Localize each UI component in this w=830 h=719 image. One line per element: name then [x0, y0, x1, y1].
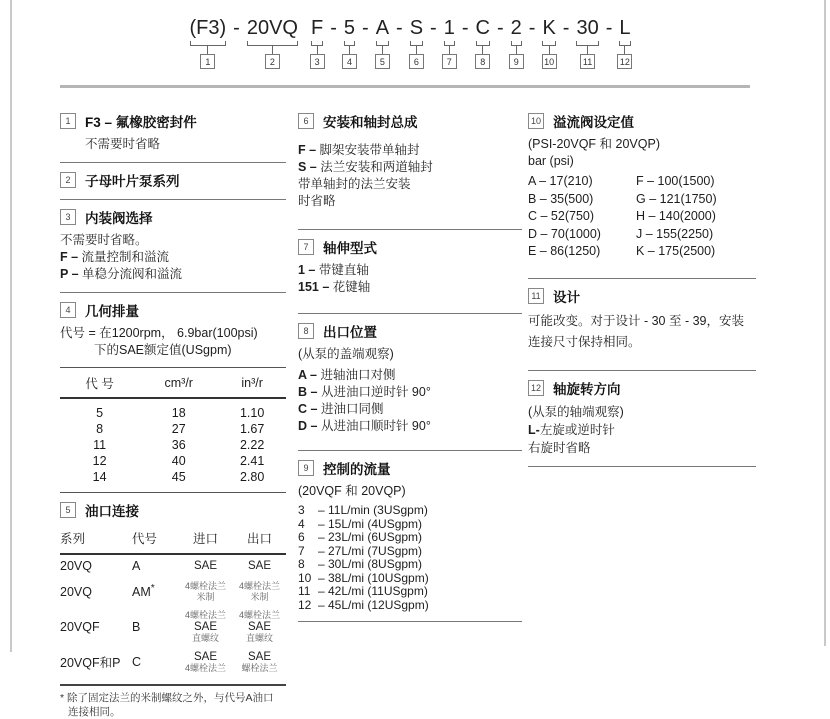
section-title: F3 – 氟橡胶密封件 — [85, 115, 197, 130]
port-spec-line: SAE — [247, 651, 271, 663]
section-divider — [60, 162, 286, 163]
option-list — [298, 142, 522, 176]
title-divider — [60, 85, 750, 88]
option-text: 左旋或逆时针 — [539, 422, 615, 437]
disp-cell: 5 — [96, 406, 104, 420]
port-series: 20VQ — [60, 584, 92, 599]
page-border-left — [10, 0, 12, 652]
port-outlet-cell — [233, 577, 286, 606]
relief-left-column — [528, 173, 636, 261]
option-code: 151 – — [298, 280, 333, 294]
displacement-table — [60, 367, 286, 493]
port-spec-line: 米制 — [250, 591, 269, 602]
option-text: 流量控制和溢流 — [81, 250, 170, 264]
section-number-box: 5 — [60, 502, 76, 518]
section-body — [528, 439, 756, 457]
option-line — [528, 421, 756, 439]
option-line — [298, 142, 522, 159]
disp-col-header: in³/r — [218, 368, 286, 399]
flow-value: – 27L/mi (7USgpm) — [318, 543, 423, 558]
code-segment-text: K — [542, 17, 556, 39]
option-code: P – — [60, 267, 83, 281]
segment-number-box: 1 — [200, 54, 215, 69]
disp-cell: 11 — [93, 438, 107, 452]
option-line — [298, 159, 522, 176]
section-number-box: 2 — [60, 172, 76, 188]
section-header — [298, 321, 522, 341]
section-title: 控制的流量 — [323, 462, 391, 477]
text-line: 时省略 — [298, 194, 336, 208]
text-line: * 除了固定法兰的米制螺纹之外，与代号A油口 — [60, 691, 274, 704]
code-separator: - — [430, 17, 437, 39]
segment-stem — [516, 46, 517, 54]
option-list — [298, 367, 522, 435]
text-line: (从泵的轴端观察) — [528, 404, 624, 419]
code-segment-text: F — [311, 17, 324, 39]
code-separator: - — [330, 17, 337, 39]
port-spec-line: SAE — [247, 620, 271, 633]
port-code-letter: AM — [132, 585, 151, 600]
text-line — [298, 558, 522, 572]
port-code-letter: B — [132, 619, 141, 634]
relief-setting-columns — [528, 173, 756, 261]
section-12-rotation — [528, 378, 756, 457]
text-line: bar (psi) — [528, 154, 574, 168]
code-separator: - — [362, 17, 369, 39]
code-segment-12 — [617, 16, 632, 69]
section-2-series — [60, 170, 286, 190]
section-divider — [60, 199, 286, 200]
text-line: 下的SAE额定值(USgpm) — [94, 343, 232, 357]
segment-stem — [317, 46, 318, 54]
disp-cell: 8 — [96, 422, 104, 436]
code-segment-9 — [509, 16, 524, 69]
text-line: G – 121(1750) — [636, 191, 717, 206]
text-line — [298, 572, 522, 586]
option-code: B – — [298, 385, 321, 399]
option-text: 脚架安装带单轴封 — [319, 143, 420, 157]
section-body — [298, 176, 522, 210]
flow-value: – 38L/mi (10USgpm) — [318, 570, 429, 585]
section-title: 油口连接 — [85, 504, 139, 519]
code-separator: - — [605, 17, 613, 39]
text-line: A – 17(210) — [528, 174, 593, 188]
option-text: 带键直轴 — [318, 263, 369, 277]
text-line: 连接尺寸保持相同。 — [528, 334, 641, 349]
table-row — [60, 647, 286, 678]
section-title: 出口位置 — [323, 325, 377, 340]
section-divider — [298, 450, 522, 451]
code-segment-text: 20VQ — [246, 17, 298, 39]
option-line — [298, 279, 522, 296]
flow-code: 7 — [298, 543, 305, 558]
text-line: 不需要时省略。 — [60, 233, 148, 247]
text-line: 连接相同。 — [68, 705, 121, 718]
section-header — [528, 378, 756, 398]
section-title: 安装和轴封总成 — [323, 115, 418, 130]
port-outlet-cell — [233, 647, 286, 678]
code-segment-11 — [574, 16, 600, 69]
segment-number-box: 2 — [265, 54, 280, 69]
option-line — [298, 401, 522, 418]
text-line: (从泵的盖端观察) — [298, 347, 394, 361]
text-line: K – 175(2500) — [636, 244, 716, 258]
flow-value: – 15L/mi (4USgpm) — [318, 516, 423, 531]
port-code-letter: A — [132, 559, 141, 573]
port-outlet-cell — [233, 554, 286, 577]
section-title: 设计 — [553, 289, 580, 305]
code-segment-7 — [442, 16, 457, 69]
disp-cell: 18 — [171, 406, 186, 420]
code-segment-text: A — [375, 17, 390, 39]
segment-stem — [207, 46, 208, 54]
code-segment-4 — [342, 16, 357, 69]
segment-number-box: 8 — [475, 54, 490, 69]
port-code — [132, 606, 178, 647]
section-5-port-connections — [60, 500, 286, 719]
port-series: 20VQF和P — [60, 656, 121, 671]
table-row — [60, 398, 286, 421]
section-divider — [528, 466, 756, 467]
section-number-box: 12 — [528, 380, 544, 396]
flow-code: 10 — [298, 570, 312, 585]
code-segment-text: S — [409, 17, 424, 39]
section-number-box: 3 — [60, 209, 76, 225]
port-inlet-cell — [178, 577, 233, 606]
option-line — [298, 262, 522, 279]
disp-col-header: cm³/r — [139, 368, 218, 399]
table-row — [60, 554, 286, 577]
port-code — [132, 647, 178, 678]
text-line: H – 140(2000) — [636, 209, 716, 223]
code-segment-text: C — [475, 17, 490, 39]
footnote — [60, 691, 286, 719]
port-spec-line: SAE — [247, 560, 271, 572]
option-text: 从进油口逆时针 90° — [320, 385, 431, 399]
section-body — [298, 346, 522, 363]
text-line: 不需要时省略 — [85, 137, 161, 151]
section-header — [60, 170, 286, 190]
segment-stem — [416, 46, 417, 54]
code-segment-text: 5 — [343, 17, 356, 39]
text-line — [298, 504, 522, 518]
segment-stem — [449, 46, 450, 54]
port-col-header: 进口 — [178, 525, 233, 554]
section-header — [298, 458, 522, 478]
text-line: (20VQF 和 20VQP) — [298, 484, 406, 498]
code-segment-text: L — [619, 17, 631, 39]
port-code-letter: C — [132, 655, 142, 670]
option-line — [60, 266, 286, 283]
code-segment-text: 30 — [576, 17, 599, 39]
segment-number-box: 11 — [580, 54, 595, 69]
text-line: 带单轴封的法兰安装 — [298, 177, 411, 191]
section-header — [60, 300, 286, 320]
code-segment-text: 2 — [510, 17, 522, 39]
disp-col-header: 代 号 — [60, 368, 139, 399]
flow-code: 12 — [298, 597, 312, 612]
option-text: 花键轴 — [332, 280, 371, 294]
section-divider — [298, 229, 522, 230]
text-line — [298, 518, 522, 532]
disp-cell: 45 — [171, 470, 186, 484]
section-header — [60, 207, 286, 227]
text-line: E – 86(1250) — [528, 244, 601, 258]
option-text: 单稳分流阀和溢流 — [82, 267, 183, 281]
option-code: F – — [298, 143, 320, 157]
option-code: D – — [298, 419, 321, 433]
segment-stem — [382, 46, 383, 54]
section-title: 轴伸型式 — [323, 241, 377, 256]
section-number-box: 4 — [60, 302, 76, 318]
port-inlet-cell — [178, 647, 233, 678]
text-line: 代号 = 在1200rpm， 6.9bar(100psi) — [60, 326, 258, 340]
option-code: 1 – — [298, 263, 319, 277]
text-line: D – 70(1000) — [528, 226, 601, 241]
section-divider — [298, 621, 522, 622]
segment-number-box: 7 — [442, 54, 457, 69]
code-segment-text: (F3) — [189, 17, 227, 39]
segment-number-box: 9 — [509, 54, 524, 69]
section-10-relief-setting — [528, 111, 756, 269]
segment-number-box: 12 — [617, 54, 632, 69]
section-7-shaft-type — [298, 237, 522, 304]
disp-cell: 14 — [92, 470, 107, 484]
code-separator: - — [233, 17, 240, 39]
option-code: C – — [298, 402, 321, 416]
code-separator: - — [528, 17, 536, 39]
flow-value: – 30L/mi (8USgpm) — [318, 557, 423, 571]
flow-value: – 42L/mi (11USgpm) — [318, 584, 428, 598]
relief-right-column — [636, 173, 717, 261]
section-body — [528, 403, 756, 421]
code-segment-1 — [188, 16, 229, 69]
disp-cell: 1.10 — [239, 406, 265, 420]
section-1-seal — [60, 111, 286, 153]
option-code: S – — [298, 160, 321, 174]
segment-number-box: 4 — [342, 54, 357, 69]
code-segment-10 — [540, 16, 557, 69]
text-line — [298, 531, 522, 545]
port-inlet-cell — [178, 606, 233, 647]
flow-code: 4 — [298, 516, 305, 531]
port-spec-line: 4螺栓法兰 — [184, 610, 226, 620]
segment-number-box: 6 — [409, 54, 424, 69]
option-line — [298, 367, 522, 384]
text-line: (PSI-20VQF 和 20VQP) — [528, 137, 660, 151]
section-header — [60, 111, 286, 131]
section-header — [528, 286, 756, 306]
port-spec-line: 米制 — [196, 591, 215, 602]
section-body — [528, 136, 756, 170]
section-divider — [528, 370, 756, 371]
section-6-mounting — [298, 111, 522, 220]
section-number-box: 9 — [298, 460, 314, 476]
section-8-outlet-position — [298, 321, 522, 441]
table-row — [60, 437, 286, 453]
table-row — [60, 606, 286, 647]
flow-value: – 45L/mi (12USgpm) — [318, 597, 429, 612]
segment-stem — [272, 46, 273, 54]
port-spec-line: SAE — [193, 620, 217, 633]
port-col-header: 出口 — [233, 525, 286, 554]
port-spec-line: 直螺纹 — [191, 632, 219, 643]
section-body — [60, 232, 286, 249]
column-2 — [298, 104, 522, 629]
port-col-header: 代号 — [132, 525, 178, 554]
page-border-right — [824, 0, 826, 646]
option-list — [528, 421, 756, 439]
code-separator: - — [562, 17, 570, 39]
text-line: B – 35(500) — [528, 191, 594, 206]
segment-stem — [349, 46, 350, 54]
code-segment-5 — [374, 16, 391, 69]
segment-stem — [587, 46, 588, 54]
text-line — [298, 545, 522, 559]
section-title: 子母叶片泵系列 — [85, 174, 180, 189]
table-row — [60, 469, 286, 493]
disp-cell: 36 — [171, 438, 186, 452]
code-separator: - — [396, 17, 403, 39]
section-header — [298, 111, 522, 131]
model-code-diagram — [90, 16, 730, 69]
section-header — [528, 111, 756, 131]
segment-number-box: 5 — [375, 54, 390, 69]
port-spec-line: 螺栓法兰 — [241, 663, 278, 673]
code-segment-6 — [408, 16, 425, 69]
option-text: 进油口同侧 — [320, 402, 384, 416]
option-line — [298, 384, 522, 401]
column-1 — [60, 104, 286, 719]
option-text: 从进油口顺时针 90° — [320, 419, 431, 433]
code-separator: - — [496, 17, 504, 39]
option-code: L- — [528, 422, 540, 437]
flow-code: 8 — [298, 557, 305, 571]
text-line — [298, 599, 522, 613]
code-segment-2 — [245, 16, 300, 69]
section-number-box: 6 — [298, 113, 314, 129]
text-line: 可能改变。对于设计 - 30 至 - 39，安装 — [528, 313, 744, 328]
text-line: J – 155(2250) — [636, 226, 714, 241]
port-connection-table — [60, 525, 286, 678]
disp-cell: 2.41 — [239, 454, 265, 468]
disp-cell: 12 — [92, 454, 107, 468]
port-spec-line: 4螺栓法兰 — [184, 581, 226, 591]
disp-cell: 2.80 — [239, 470, 265, 484]
option-list — [60, 249, 286, 283]
port-spec-line: SAE — [193, 651, 217, 663]
section-9-controlled-flow — [298, 458, 522, 612]
section-body — [60, 136, 286, 153]
flow-code: 3 — [298, 503, 305, 517]
option-code: A – — [298, 368, 321, 382]
section-11-design — [528, 286, 756, 361]
port-spec-line: 4螺栓法兰 — [184, 663, 226, 673]
disp-cell: 2.22 — [239, 438, 265, 452]
section-title: 内装阀选择 — [85, 211, 153, 226]
text-line: C – 52(750) — [528, 209, 595, 223]
flow-code: 11 — [298, 584, 311, 598]
section-number-box: 7 — [298, 239, 314, 255]
option-text: 法兰安装和两道轴封 — [320, 160, 433, 174]
option-line — [60, 249, 286, 266]
section-body — [298, 483, 522, 500]
disp-cell: 27 — [171, 422, 186, 436]
flow-value: – 23L/mi (6USgpm) — [318, 530, 423, 544]
port-code-footnote-mark: * — [150, 583, 155, 595]
section-number-box: 8 — [298, 323, 314, 339]
port-inlet-cell — [178, 554, 233, 577]
section-title: 溢流阀设定值 — [553, 115, 634, 130]
table-row — [60, 421, 286, 437]
flow-code: 6 — [298, 530, 305, 544]
section-number-box: 1 — [60, 113, 76, 129]
option-text: 进轴油口对侧 — [320, 368, 396, 382]
segment-stem — [549, 46, 550, 54]
segment-stem — [482, 46, 483, 54]
port-col-header: 系列 — [60, 525, 132, 554]
port-code — [132, 577, 178, 606]
table-row — [60, 577, 286, 606]
option-list — [298, 262, 522, 296]
section-4-displacement — [60, 300, 286, 493]
section-title: 轴旋转方向 — [553, 381, 621, 397]
port-spec-line: 4螺栓法兰 — [238, 581, 280, 591]
port-code — [132, 554, 178, 577]
section-body — [60, 325, 286, 359]
section-number-box: 10 — [528, 113, 544, 129]
flow-value: – 11L/min (3USgpm) — [318, 503, 428, 517]
port-outlet-cell — [233, 606, 286, 647]
code-segment-text: 1 — [443, 17, 455, 39]
segment-number-box: 10 — [542, 54, 557, 69]
column-3 — [528, 104, 756, 474]
flow-list — [298, 504, 522, 612]
port-spec-line: 直螺纹 — [245, 632, 273, 643]
table-bottom-rule — [60, 684, 286, 686]
section-number-box: 11 — [528, 288, 544, 304]
code-separator: - — [461, 17, 469, 39]
section-body — [528, 311, 756, 353]
section-divider — [60, 292, 286, 293]
text-line — [298, 585, 522, 599]
segment-stem — [624, 46, 625, 54]
section-divider — [528, 278, 756, 279]
text-line: 右旋时省略 — [528, 440, 591, 455]
section-divider — [298, 313, 522, 314]
table-row — [60, 453, 286, 469]
option-line — [298, 418, 522, 435]
section-header — [298, 237, 522, 257]
disp-cell: 1.67 — [239, 422, 265, 436]
code-segment-3 — [309, 16, 325, 69]
section-header — [60, 500, 286, 520]
section-title: 几何排量 — [85, 304, 139, 319]
port-series: 20VQ — [60, 559, 92, 573]
port-series: 20VQF — [60, 619, 100, 634]
code-segment-8 — [474, 16, 492, 69]
option-code: F – — [60, 250, 82, 264]
segment-number-box: 3 — [310, 54, 325, 69]
text-line: F – 100(1500) — [636, 174, 715, 188]
port-spec-line: 4螺栓法兰 — [238, 610, 280, 620]
disp-cell: 40 — [171, 454, 186, 468]
port-spec-line: SAE — [193, 560, 217, 572]
section-3-valve-option — [60, 207, 286, 283]
